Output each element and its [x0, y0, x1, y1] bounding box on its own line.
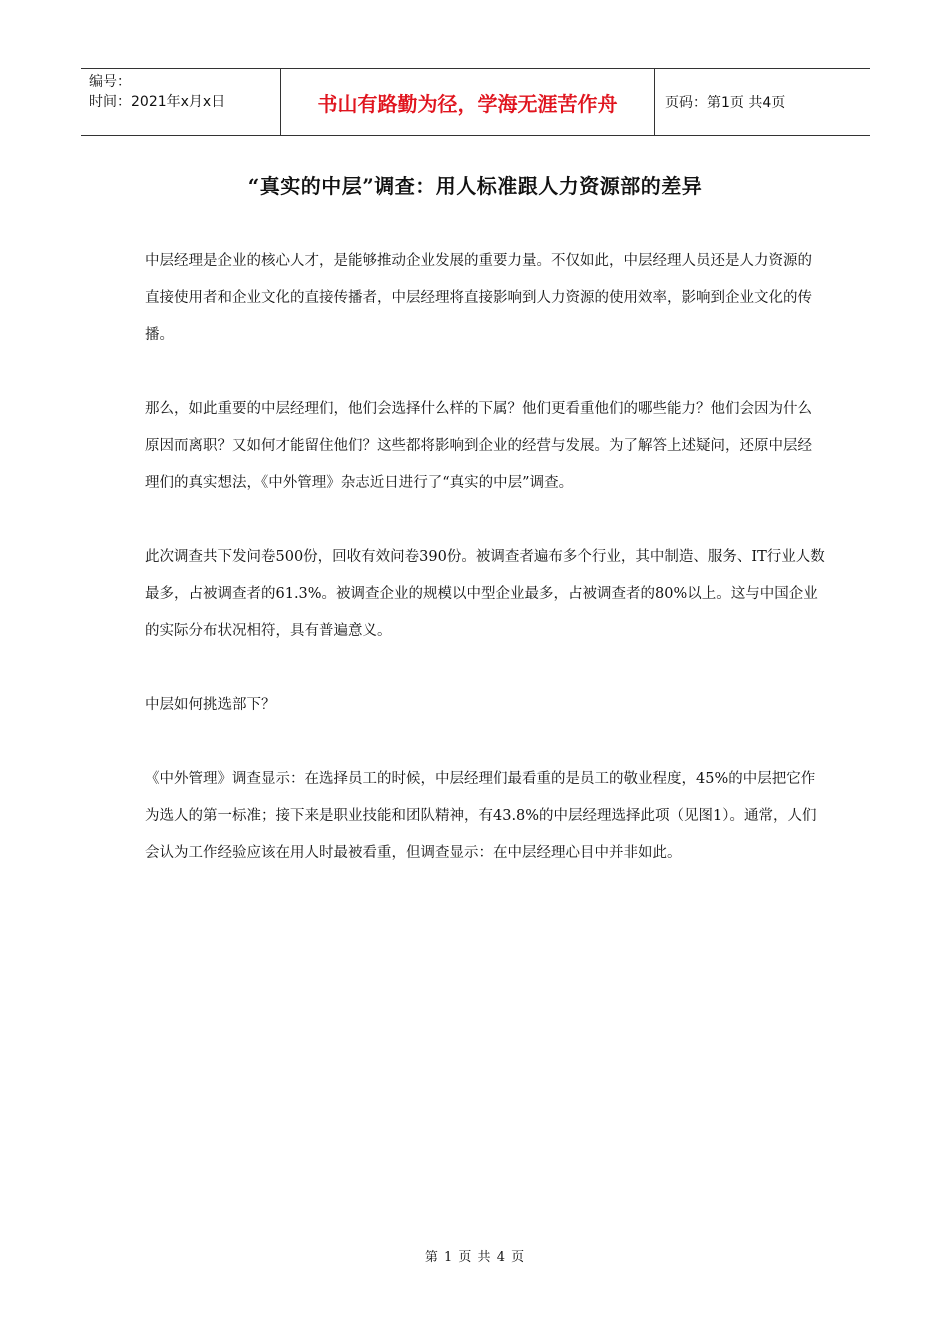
section-heading: 中层如何挑选部下？ [145, 697, 276, 713]
document-number-label: 编号： [89, 74, 131, 90]
body-paragraph: 中层经理是企业的核心人才，是能够推动企业发展的重要力量。不仅如此，中层经理人员还是人力资源的直接使用者和企业文化的直接传播者，中层经理将直接影响到人力资源的使用效率，影响到企业文化的传播。 [145, 253, 812, 343]
header-page-cell [655, 69, 870, 135]
header-page-info: 页码：第1页 共4页 [665, 95, 786, 111]
document-body [145, 243, 825, 909]
header-meta-cell [81, 69, 281, 135]
body-paragraph: 此次调查共下发问卷500份，回收有效问卷390份。被调查者遍布多个行业，其中制造、服务、IT行业人数最多，占被调查者的61.3%。被调查企业的规模以中型企业最多，占被调查者的80%以上。这与中国企业的实际分布状况相符，具有普遍意义。 [145, 549, 825, 639]
header-motto: 书山有路勤为径，学海无涯苦作舟 [317, 91, 618, 116]
document-title: “真实的中层”调查：用人标准跟人力资源部的差异 [247, 174, 703, 198]
body-paragraph: 那么，如此重要的中层经理们，他们会选择什么样的下属？他们更看重他们的哪些能力？他们会因为什么原因而离职？又如何才能留住他们？这些都将影响到企业的经营与发展。为了解答上述疑问，还原中层经理们的真实想法，《中外管理》杂志近日进行了“真实的中层”调查。 [145, 401, 812, 491]
header-motto-cell [281, 69, 655, 135]
document-header [81, 68, 870, 136]
document-date-label: 时间：2021年x月x日 [89, 94, 226, 110]
body-paragraph: 《中外管理》调查显示：在选择员工的时候，中层经理们最看重的是员工的敬业程度，45%的中层把它作为选人的第一标准；接下来是职业技能和团队精神，有43.8%的中层经理选择此项（见图1）。通常，人们会认为工作经验应该在用人时最被看重，但调查显示：在中层经理心目中并非如此。 [145, 771, 817, 861]
page-footer: 第 1 页 共 4 页 [424, 1250, 526, 1265]
